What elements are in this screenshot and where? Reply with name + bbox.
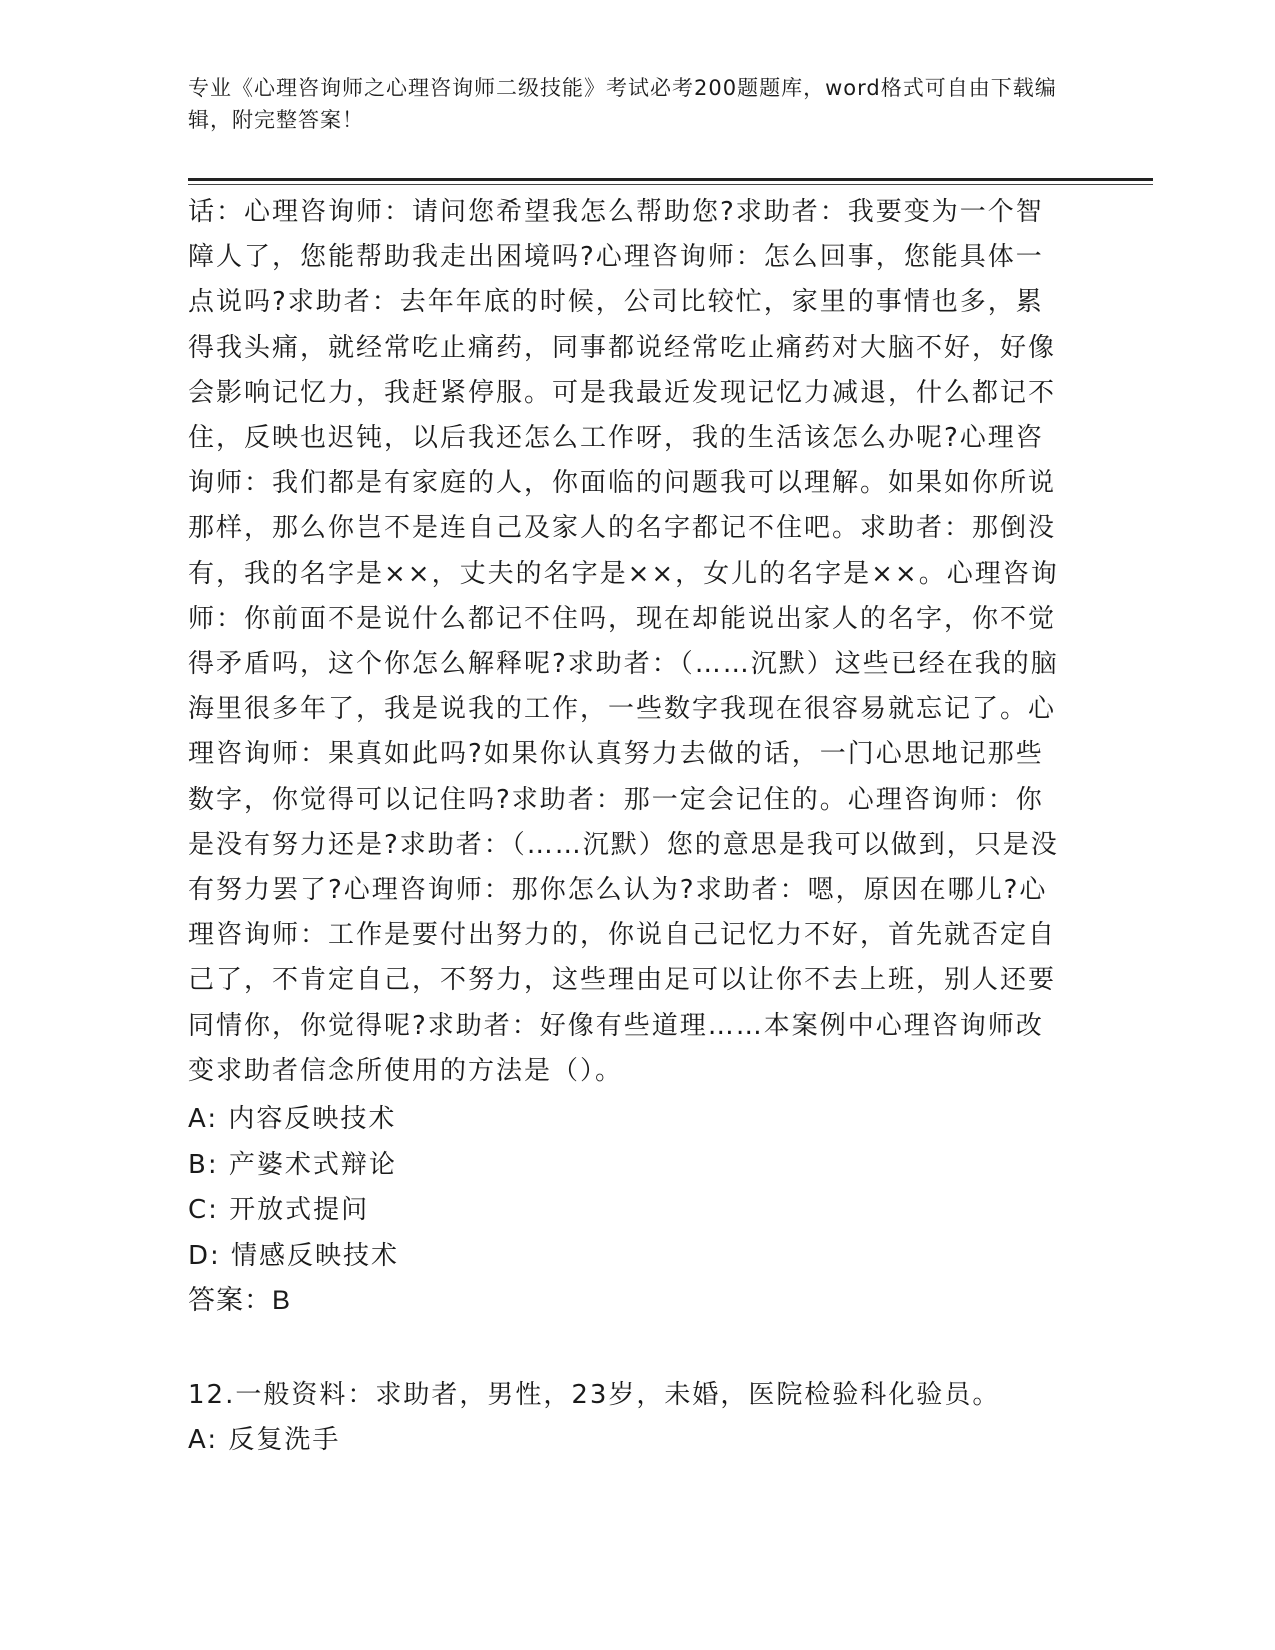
option-b: B: 产婆术式辩论 (188, 1149, 397, 1180)
question-11-passage (188, 190, 1068, 1094)
question-11-options (188, 1097, 1068, 1279)
document-header: 专业《心理咨询师之心理咨询师二级技能》考试必考200题题库，word格式可自由下载编辑，附完整答案！ (188, 76, 1057, 132)
header-divider-thin (188, 184, 1153, 185)
question-11-answer: 答案：B (188, 1285, 292, 1315)
question-12-stem: 12.一般资料：求助者，男性，23岁，未婚，医院检验科化验员。 (188, 1380, 1001, 1410)
header-divider-thick (188, 178, 1153, 181)
option-d: D: 情感反映技术 (188, 1240, 400, 1271)
passage-text: 话：心理咨询师：请问您希望我怎么帮助您?求助者：我要变为一个智障人了，您能帮助我走出困境吗?心理咨询师：怎么回事，您能具体一点说吗?求助者：去年年底的时候，公司比较忙，家里的事情也多，累得我头痛，就经常吃止痛药，同事都说经常吃止痛药对大脑不好，好像会影响记忆力，我赶紧停服。可是我最近发现记忆力减退，什么都记不住，反映也迟钝，以后我还怎么工作呀，我的生活该怎么办呢?心理咨询师：我们都是有家庭的人，你面临的问题我可以理解。如果如你所说那样，那么你岂不是连自己及家人的名字都记不住吧。求助者：那倒没有，我的名字是××，丈夫的名字是××，女儿的名字是××。心理咨询师：你前面不是说什么都记不住吗，现在却能说出家人的名字，你不觉得矛盾吗，这个你怎么解释呢?求助者：（……沉默）这些已经在我的脑海里很多年了，我是说我的工作，一些数字我现在很容易就忘记了。心理咨询师：果真如此吗?如果你认真努力去做的话，一门心思地记那些数字，你觉得可以记住吗?求助者：那一定会记住的。心理咨询师：你是没有努力还是?求助者：（……沉默）您的意思是我可以做到，只是没有努力罢了?心理咨询师：那你怎么认为?求助者：嗯，原因在哪儿?心理咨询师：工作是要付出努力的，你说自己记忆力不好，首先就否定自己了，不肯定自己，不努力，这些理由足可以让你不去上班，别人还要同情你，你觉得呢?求助者：好像有些道理……本案例中心理咨询师改变求助者信念所使用的方法是（）。 (188, 197, 1059, 1086)
option-c: C: 开放式提问 (188, 1195, 370, 1225)
question-12-option-a: A: 反复洗手 (188, 1425, 341, 1455)
question-12 (188, 1373, 1088, 1463)
option-a: A: 内容反映技术 (188, 1104, 397, 1134)
